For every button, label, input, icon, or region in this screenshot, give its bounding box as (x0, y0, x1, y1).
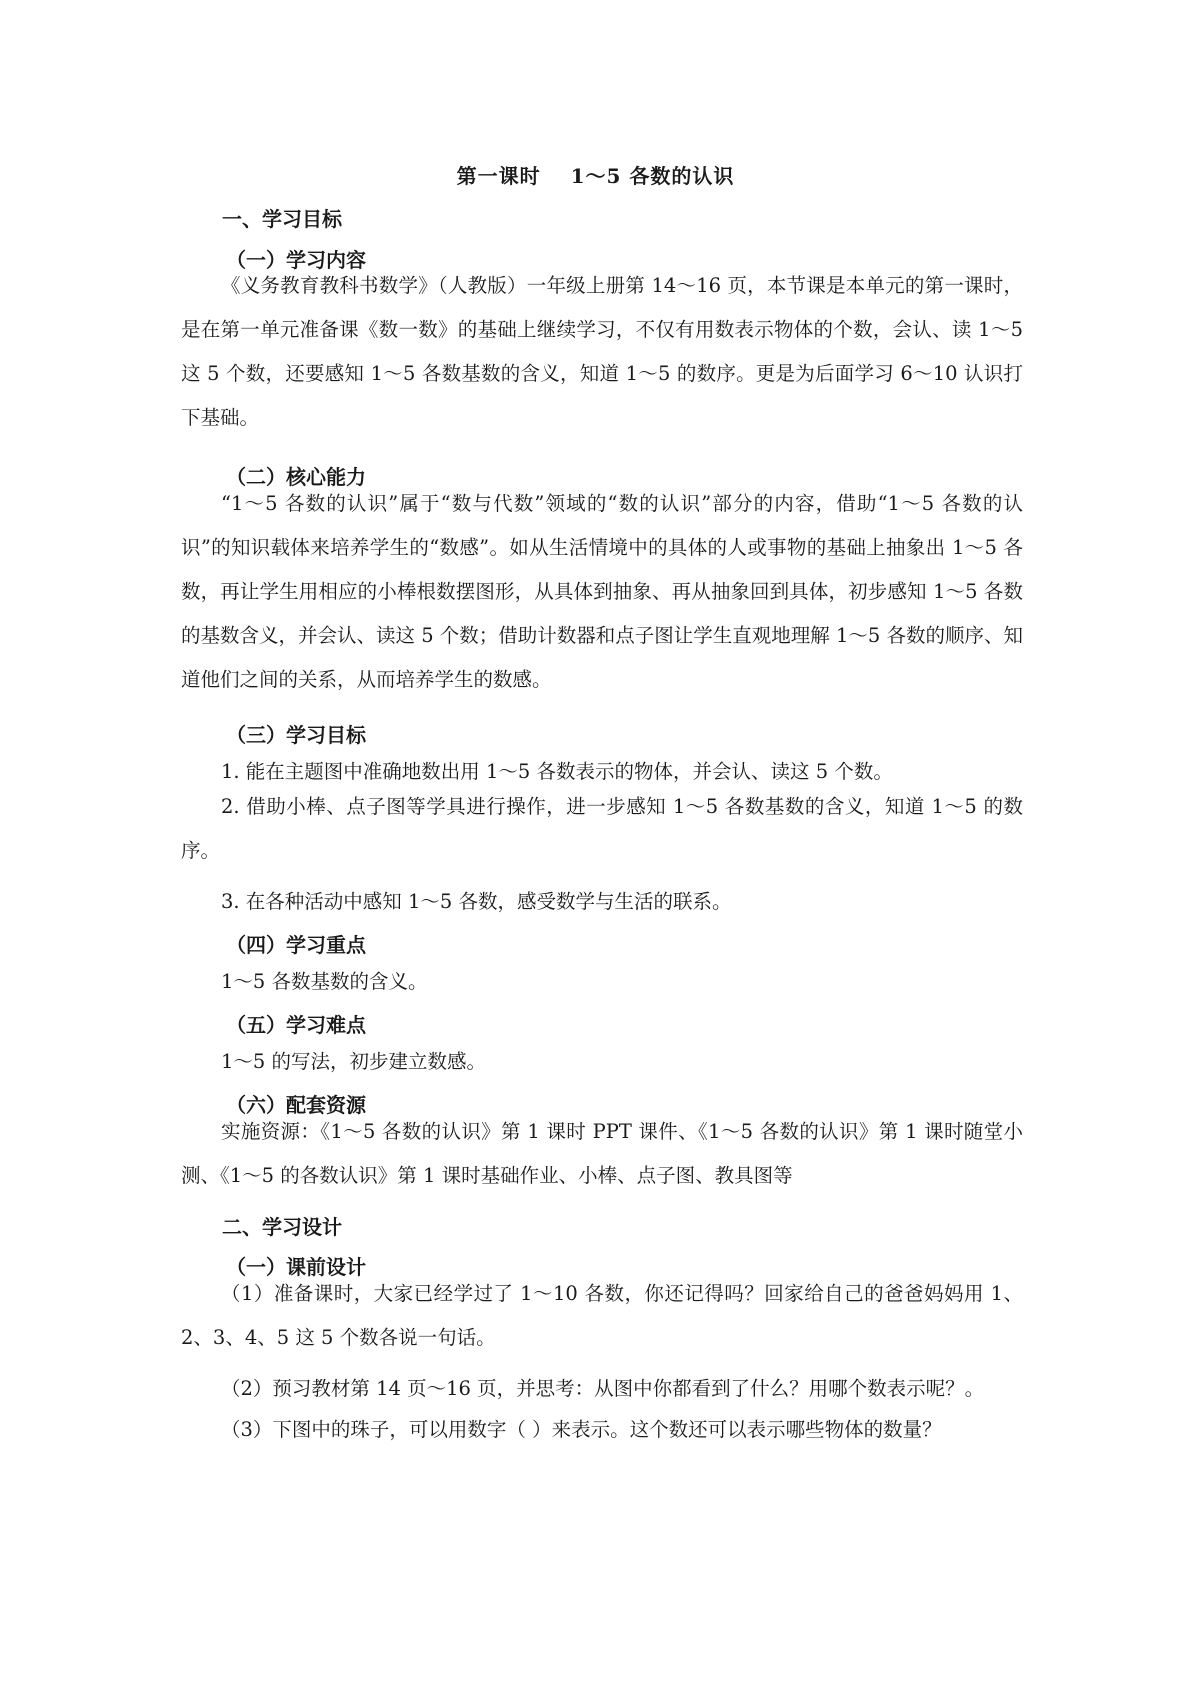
objective-item-1: 1. 能在主题图中准确地数出用 1～5 各数表示的物体，并会认、读这 5 个数。 (221, 760, 893, 783)
preclass-item-2: （2）预习教材第 14 页～16 页，并思考：从图中你都看到了什么？用哪个数表示呢？。 (221, 1377, 985, 1400)
objective-item-3: 3. 在各种活动中感知 1～5 各数，感受数学与生活的联系。 (221, 890, 732, 913)
subheading-key-points: （四）学习重点 (226, 933, 366, 957)
page-title (0, 160, 1191, 189)
key-points-text: 1～5 各数基数的含义。 (221, 970, 428, 993)
subheading-learning-content: （一）学习内容 (226, 248, 366, 272)
preclass-item-1: （1）准备课时，大家已经学过了 1～10 各数，你还记得吗？回家给自己的爸爸妈妈用 1、2、3、4、5 这 5 个数各说一句话。 (181, 1282, 1023, 1349)
subheading-resources: （六）配套资源 (226, 1093, 366, 1117)
title-topic: 1～5 各数的认识 (570, 164, 735, 188)
subheading-preclass-design: （一）课前设计 (226, 1255, 366, 1279)
preclass-item-3: （3）下图中的珠子，可以用数字（ ）来表示。这个数还可以表示哪些物体的数量？ (221, 1418, 942, 1441)
paragraph-learning-content: 《义务教育教科书数学》（人教版）一年级上册第 14～16 页，本节课是本单元的第一课时，是在第一单元准备课《数一数》的基础上继续学习，不仅有用数表示物体的个数，会认、读 1～5 这 5 个数，还要感知 1～5 各数基数的含义，知道 1～5 的数序。更是为后面学习 6～10 认识打下基础。 (181, 274, 1023, 429)
paragraph-core-ability: “1～5 各数的认识”属于“数与代数”领域的“数的认识”部分的内容，借助“1～5 各数的认识”的知识载体来培养学生的“数感”。如从生活情境中的具体的人或事物的基础上抽象出 1～5 各数，再让学生用相应的小棒根数摆图形，从具体到抽象、再从抽象回到具体，初步感知 1～5 各数的基数含义，并会认、读这 5 个数；借助计数器和点子图让学生直观地理解 1～5 各数的顺序、知道他们之间的关系，从而培养学生的数感。 (181, 492, 1024, 691)
paragraph-resources: 实施资源：《1～5 各数的认识》第 1 课时 PPT 课件、《1～5 各数的认识》第 1 课时随堂小测、《1～5 的各数认识》第 1 课时基础作业、小棒、点子图、教具图等 (181, 1120, 1023, 1187)
subheading-difficulties: （五）学习难点 (226, 1013, 366, 1037)
difficulties-text: 1～5 的写法，初步建立数感。 (221, 1050, 487, 1073)
subheading-core-ability: （二）核心能力 (226, 465, 366, 489)
objective-item-2: 2. 借助小棒、点子图等学具进行操作，进一步感知 1～5 各数基数的含义，知道 1～5 的数序。 (181, 795, 1023, 862)
subheading-objectives: （三）学习目标 (226, 723, 366, 747)
title-lesson: 第一课时 (456, 164, 541, 188)
section-heading-learning-design: 二、学习设计 (222, 1215, 342, 1239)
section-heading-learning-goals: 一、学习目标 (222, 207, 342, 231)
